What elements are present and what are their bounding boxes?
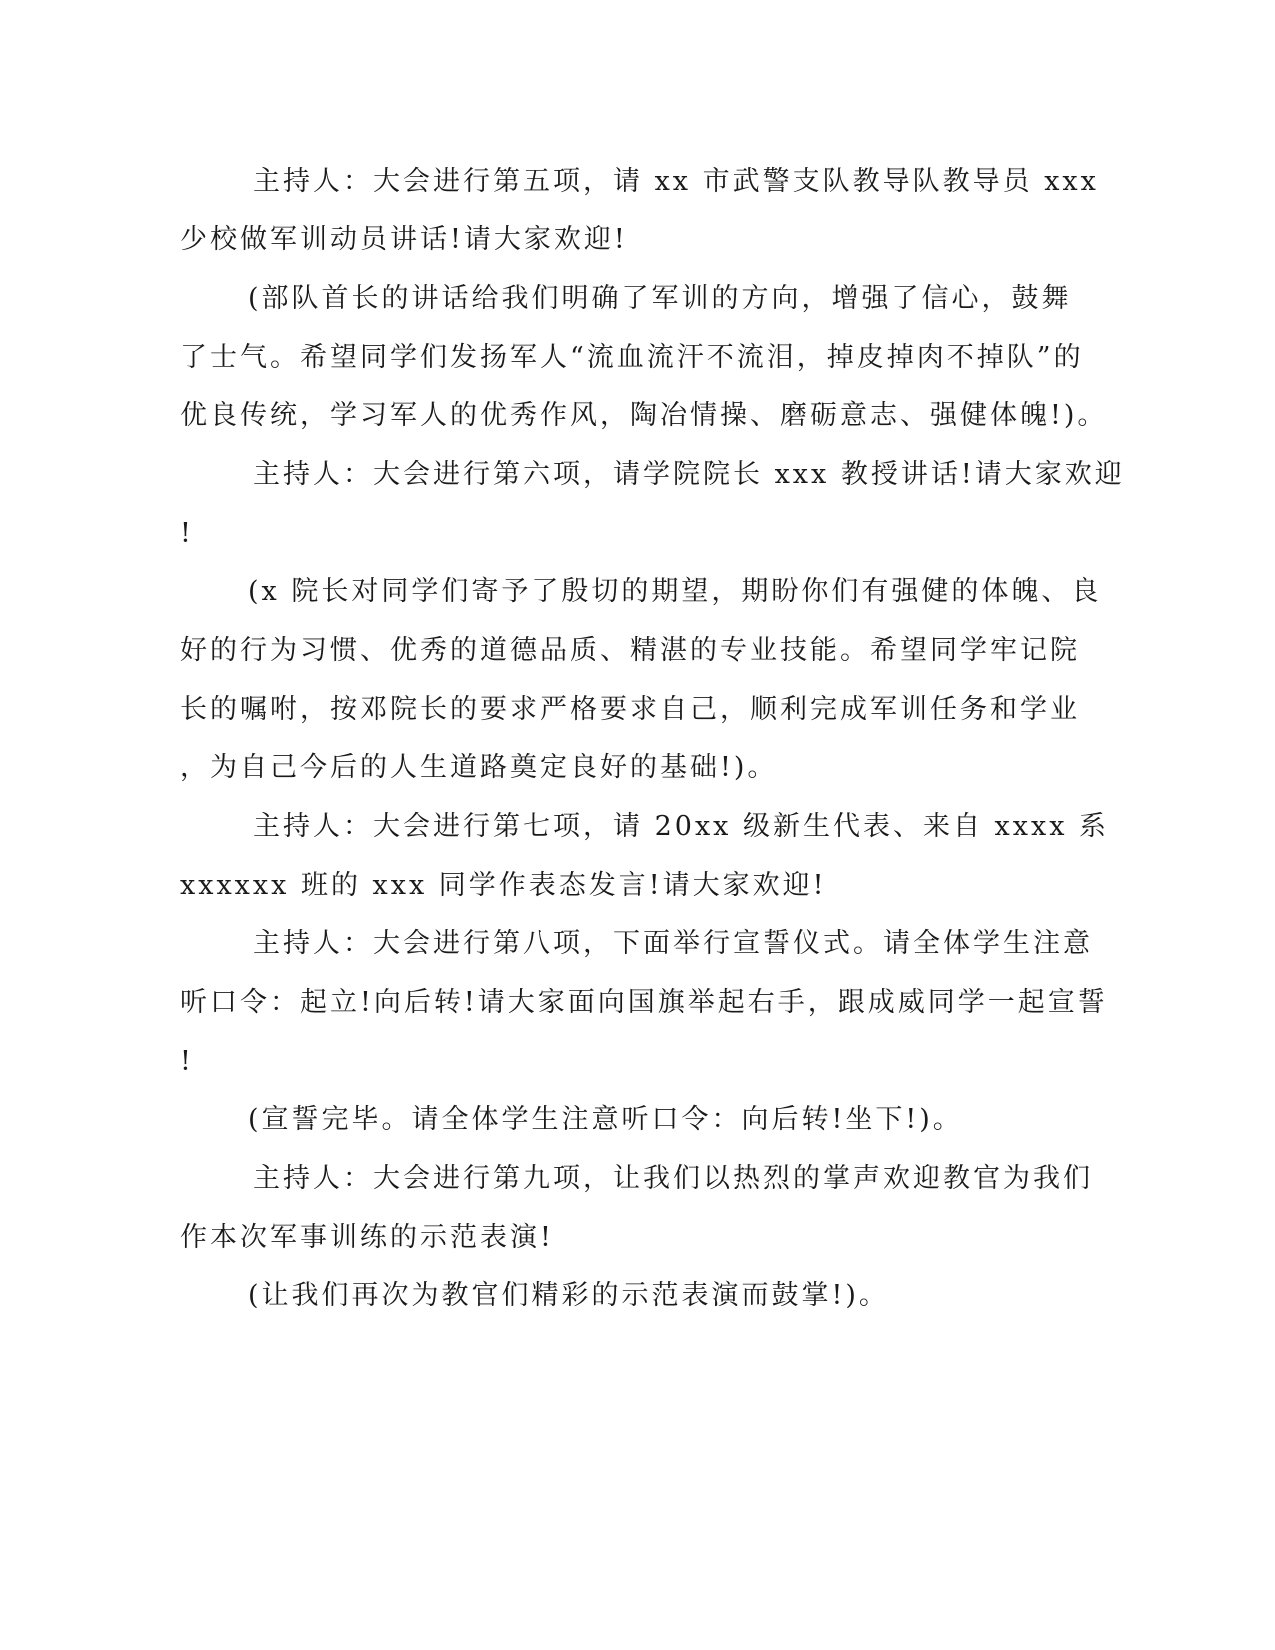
text-line: 好的行为习惯、优秀的道德品质、精湛的专业技能。希望同学牢记院: [180, 635, 1080, 666]
text-line: !: [180, 1046, 194, 1077]
text-line: 长的嘱咐，按邓院长的要求严格要求自己，顺利完成军训任务和学业: [180, 694, 1080, 725]
text-line: 作本次军事训练的示范表演!: [180, 1222, 554, 1253]
text-line: (让我们再次为教官们精彩的示范表演而鼓掌!)。: [248, 1280, 889, 1311]
text-line: 主持人：大会进行第八项，下面举行宣誓仪式。请全体学生注意: [253, 928, 1093, 959]
text-line: ，为自己今后的人生道路奠定良好的基础!)。: [180, 752, 778, 783]
text-line: 主持人：大会进行第七项，请 20xx 级新生代表、来自 xxxx 系: [253, 811, 1110, 842]
text-line: 主持人：大会进行第六项，请学院院长 xxx 教授讲话!请大家欢迎: [253, 459, 1125, 490]
text-line: 主持人：大会进行第五项，请 xx 市武警支队教导队教导员 xxx: [253, 166, 1099, 197]
text-line: 了士气。希望同学们发扬军人“流血流汗不流泪，掉皮掉肉不掉队”的: [180, 342, 1084, 373]
text-line: (宣誓完毕。请全体学生注意听口令：向后转!坐下!)。: [248, 1104, 963, 1135]
text-line: 优良传统，学习军人的优秀作风，陶冶情操、磨砺意志、强健体魄!)。: [180, 400, 1108, 431]
text-line: xxxxxx 班的 xxx 同学作表态发言!请大家欢迎!: [180, 870, 827, 901]
text-line: !: [180, 518, 194, 549]
text-line: 少校做军训动员讲话!请大家欢迎!: [180, 224, 628, 255]
text-line: 听口令：起立!向后转!请大家面向国旗举起右手，跟成威同学一起宣誓: [180, 987, 1108, 1018]
text-line: (部队首长的讲话给我们明确了军训的方向，增强了信心，鼓舞: [248, 283, 1072, 314]
text-line: 主持人：大会进行第九项，让我们以热烈的掌声欢迎教官为我们: [253, 1163, 1093, 1194]
text-line: (x 院长对同学们寄予了殷切的期望，期盼你们有强健的体魄、良: [248, 576, 1102, 607]
